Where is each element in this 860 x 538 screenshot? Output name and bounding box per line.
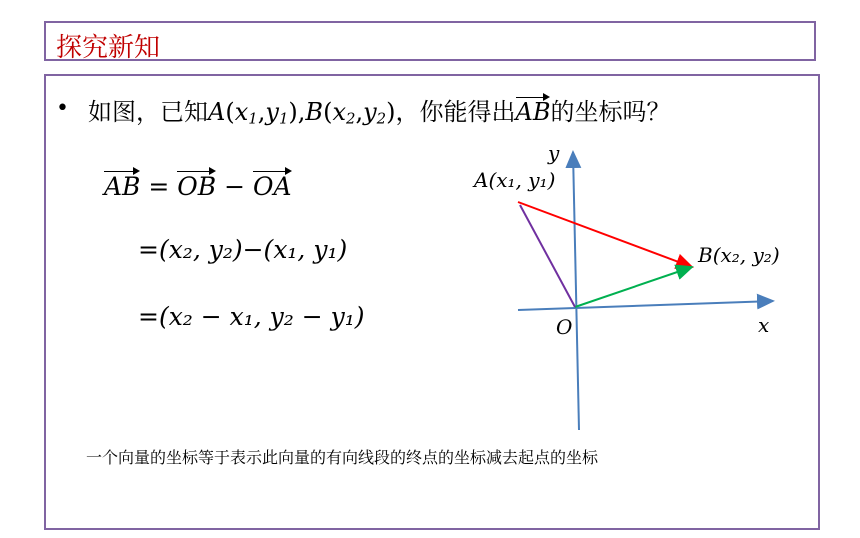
title-frame [44, 21, 816, 61]
vector-ab-lhs: AB [104, 172, 141, 201]
vector-ab: AB [515, 98, 551, 126]
equation-line-2: =(x₂, y₂)−(x₁, y₁) [138, 235, 348, 264]
conclusion-caption: 一个向量的坐标等于表示此向量的有向线段的终点的坐标减去起点的坐标 [86, 448, 599, 467]
equals-sign: = [148, 172, 170, 201]
question-line [88, 92, 670, 128]
vector-ob-arrow [575, 267, 692, 307]
bullet-point: • [56, 96, 69, 121]
y-axis [573, 152, 579, 430]
vector-diagram [470, 140, 790, 440]
question-suffix: 的坐标吗？ [550, 98, 671, 126]
y-axis-label: y [548, 141, 560, 165]
minus-sign: − [224, 172, 246, 201]
vector-ab-arrow [518, 202, 692, 267]
question-prefix: 如图，已知 [88, 98, 208, 126]
equation-line-1 [104, 172, 292, 201]
question-middle: ，你能得出 [395, 98, 516, 126]
origin-label: O [556, 315, 573, 339]
point-a-coords: $A(x_1,y_1),B(x_2,y_2)$ [208, 98, 396, 128]
x-axis-label: x [758, 313, 770, 337]
point-b-label: B(x₂, y₂) [698, 243, 780, 267]
x-axis [518, 301, 773, 310]
vector-ob: OB [177, 172, 217, 201]
equation-line-3: =(x₂ − x₁, y₂ − y₁) [138, 302, 365, 331]
point-a-label: A(x₁, y₁) [474, 168, 556, 192]
slide-title: 探究新知 [56, 33, 161, 63]
vector-oa: OA [253, 172, 292, 201]
